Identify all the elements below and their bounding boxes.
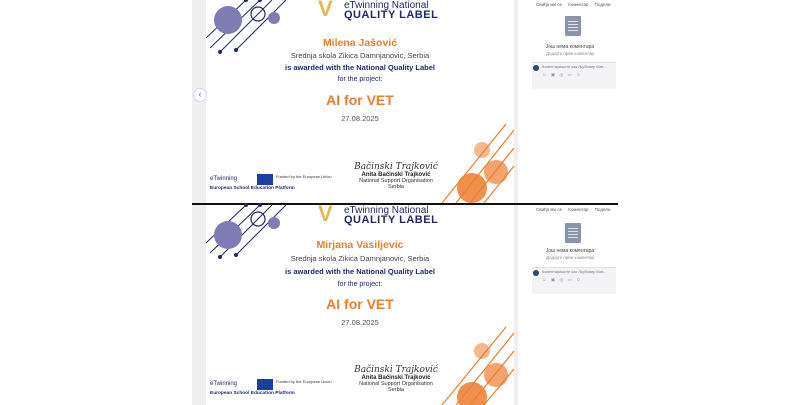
logo-v-mark: V	[318, 0, 333, 21]
signer-name: Anita Bačinski Trajković	[361, 375, 431, 381]
footer-logos	[210, 379, 332, 403]
post-actions	[536, 207, 616, 212]
signature: Bačinski Trajković	[354, 365, 438, 375]
avatar	[533, 270, 539, 276]
recipient-name: Milena Jašović	[322, 37, 398, 49]
composer-tool-icons[interactable]: ☺ ▣ ◎ ▭ ☺	[542, 72, 583, 77]
certificate	[206, 0, 514, 203]
platform-name: European School Education Platform	[210, 391, 295, 396]
document-icon	[565, 223, 581, 243]
post-actions	[536, 2, 616, 7]
award-date: 27.08.2025	[341, 318, 379, 327]
comment-input[interactable]: Коментаришите као Љубомир Мат...	[542, 65, 607, 69]
signer-country: Serbia	[388, 387, 404, 393]
comment-input[interactable]: Коментаришите као Љубомир Мат...	[542, 270, 607, 274]
document-icon	[565, 16, 581, 36]
comments-panel	[522, 0, 618, 203]
quality-label-logo	[318, 0, 458, 22]
like-button[interactable]: Свиђа ми се	[536, 2, 563, 7]
platform-name: European School Education Platform	[210, 186, 295, 191]
logo-title: QUALITY LABEL	[344, 214, 439, 226]
recipient-name: Mirjana Vasiljevic	[316, 239, 404, 251]
school-name: Srednja skola Zikica Damnjanovic, Serbia	[290, 51, 430, 60]
no-comments-text: Још нема коментара	[545, 248, 595, 254]
logo-title: QUALITY LABEL	[344, 9, 439, 21]
eu-flag-icon	[257, 379, 273, 390]
award-text: is awarded with the National Quality Label	[284, 267, 436, 276]
image-viewer[interactable]	[192, 201, 518, 405]
etwinning-logo: eTwinning	[210, 176, 238, 182]
like-button[interactable]: Свиђа ми се	[536, 207, 563, 212]
prev-image-button[interactable]: ‹	[193, 88, 207, 102]
comment-button[interactable]: Коментар	[568, 207, 589, 212]
signer-org: National Support Organisation	[359, 178, 433, 184]
comments-panel	[522, 205, 618, 405]
quality-label-logo	[318, 201, 458, 227]
certificate	[206, 201, 514, 405]
signer-org: National Support Organisation	[359, 381, 433, 387]
comment-composer	[532, 62, 616, 89]
logo-v-mark: V	[318, 201, 333, 226]
logo-brand: eTwinning National	[344, 0, 429, 11]
comment-button[interactable]: Коментар	[568, 2, 589, 7]
first-comment-link[interactable]: Додајте први коментар	[545, 255, 595, 260]
school-name: Srednja skola Zikica Damnjanovic, Serbia	[290, 254, 430, 263]
eu-funded-text: Funded by the European Union	[276, 379, 332, 384]
eu-funded-text: Funded by the European Union	[276, 174, 332, 179]
logo-brand: eTwinning National	[344, 205, 429, 216]
for-project-text: for the project:	[337, 281, 383, 288]
post-1	[192, 0, 618, 205]
comment-composer	[532, 267, 616, 294]
project-title: AI for VET	[326, 92, 394, 108]
for-project-text: for the project:	[337, 76, 383, 83]
signer-country: Serbia	[388, 184, 404, 190]
composer-tool-icons[interactable]: ☺ ▣ ◎ ▭ ☺	[542, 277, 583, 282]
etwinning-logo: eTwinning	[210, 381, 238, 387]
image-viewer[interactable]	[192, 0, 518, 203]
first-comment-link[interactable]: Додајте први коментар	[545, 51, 595, 56]
signer-name: Anita Bačinski Trajković	[361, 172, 431, 178]
award-date: 27.08.2025	[341, 114, 379, 123]
post-2	[192, 201, 618, 405]
signature: Bačinski Trajković	[354, 162, 438, 172]
share-button[interactable]: Подели	[594, 2, 611, 7]
footer-logos	[210, 174, 332, 198]
share-button[interactable]: Подели	[594, 207, 611, 212]
project-title: AI for VET	[326, 296, 394, 312]
signature-block	[336, 162, 456, 190]
avatar	[533, 65, 539, 71]
eu-flag-icon	[257, 174, 273, 185]
no-comments-text: Још нема коментара	[545, 44, 595, 50]
signature-block	[336, 365, 456, 393]
award-text: is awarded with the National Quality Label	[284, 63, 436, 72]
